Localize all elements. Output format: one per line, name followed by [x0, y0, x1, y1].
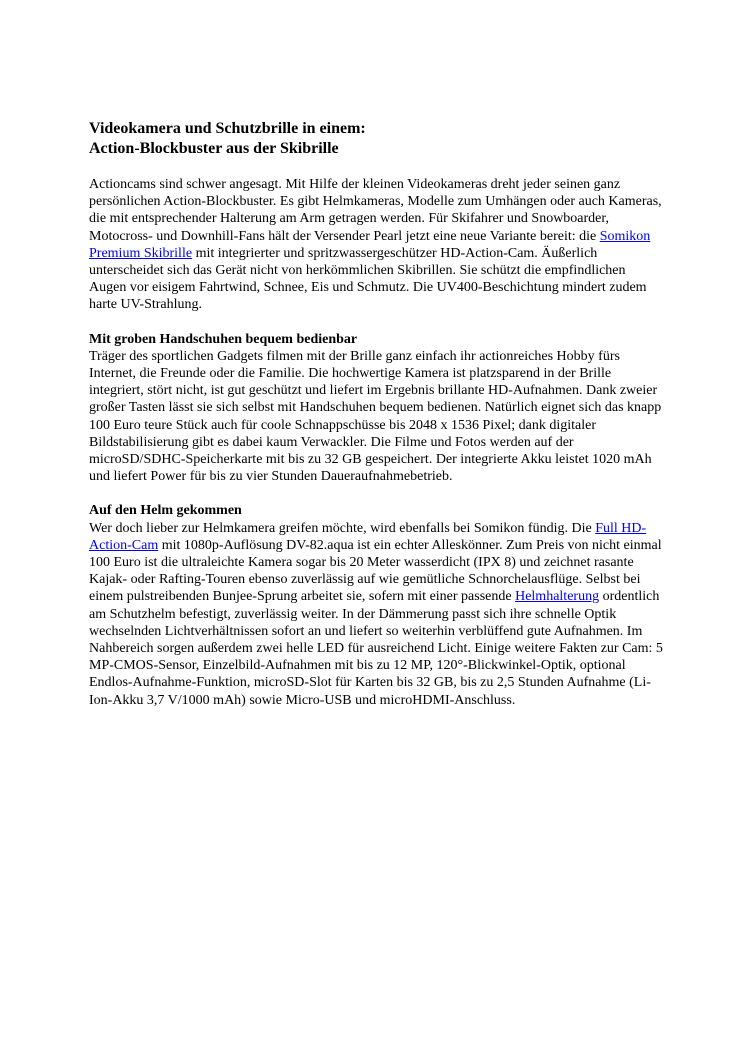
section-2-text-1: Wer doch lieber zur Helmkamera greifen möchte, wird ebenfalls bei Somikon fündig. Die [89, 520, 596, 536]
title-line-1: Videokamera und Schutzbrille in einem: [89, 120, 366, 137]
intro-text-2: mit integrierter und spritzwassergeschützer HD-Action-Cam. Äußerlich unterscheidet sich das Gerät nicht von herkömmlichen Skibrillen. Sie schützt die empfindlichen Augen vor eisigem Fahrtwind, Schnee, Eis und Schmutz. Die UV400-Beschichtung mindert zudem harte UV-Strahlung. [89, 245, 647, 313]
section-1-heading: Mit groben Handschuhen bequem bedienbar [89, 331, 358, 347]
somikon-skibrille-link[interactable]: Somikon Premium Skibrille [89, 228, 651, 261]
helmhalterung-link[interactable]: Helmhalterung [515, 589, 600, 605]
section-2-heading: Auf den Helm gekommen [89, 503, 242, 519]
intro-text-1: Actioncams sind schwer angesagt. Mit Hilfe der kleinen Videokameras dreht jeder seinen ganz persönlichen Action-Blockbuster. Es gibt Helmkameras, Modelle zum Umhängen oder auch Kameras, die mit entsprechender Halterung am Arm getragen werden. Für Skifahrer und Snowboarder, Motocross- und Downhill-Fans hält der Versender Pearl jetzt eine neue Variante bereit: die [89, 177, 662, 244]
title-line-2: Action-Blockbuster aus der Skibrille [89, 140, 339, 157]
section-1-paragraph: Träger des sportlichen Gadgets filmen mit der Brille ganz einfach ihr actionreiches Hobby fürs Internet, die Freunde oder die Familie. Die hochwertige Kamera ist platzsparend in der Brille integriert, stört nicht, ist gut geschützt und liefert im Ergebnis brillante HD-Aufnahmen. Dank zweier großer Tasten lässt sie sich selbst mit Handschuhen bequem bedienen. Natürlich eignet sich das knapp 100 Euro teure Stück auch für coole Schnappschüsse bis 2048 x 1536 Pixel; dank digitaler Bildstabilisierung gibt es dabei kaum Verwackler. Die Filme und Fotos werden auf der microSD/SDHC-Speicherkarte mit bis zu 32 GB gespeichert. Der integrierte Akku leistet 1020 mAh und liefert Power für bis zu vier Stunden Daueraufnahmebetrieb. [89, 348, 662, 485]
section-helm [89, 502, 664, 708]
full-hd-action-cam-link[interactable]: Full HD-Action-Cam [89, 520, 647, 553]
section-2-text-3: ordentlich am Schutzhelm befestigt, zuverlässig weiter. In der Dämmerung passt sich ihre schnelle Optik wechselnden Lichtverhältnissen sofort an und liefert so weiterhin verblüffend gute Aufnahmen. Im Nahbereich sorgen außerdem zwei helle LED für ausreichend Licht. Einige weitere Fakten zur Cam: 5 MP-CMOS-Sensor, Einzelbild-Aufnahmen mit bis zu 12 MP, 120°-Blickwinkel-Optik, optional Endlos-Aufnahme-Funktion, microSD-Slot für Karten bis 32 GB, bis zu 2,5 Stunden Aufnahme (Li-Ion-Akku 3,7 V/1000 mAh) sowie Micro-USB und microHDMI-Anschluss. [89, 589, 663, 708]
section-handschuhe [89, 331, 664, 486]
intro-paragraph [89, 176, 664, 314]
document-title [89, 119, 664, 159]
document-body [89, 119, 664, 726]
section-2-paragraph [89, 520, 664, 709]
section-2-text-2: mit 1080p-Auflösung DV-82.aqua ist ein echter Alleskönner. Zum Preis von nicht einmal 100 Euro ist die ultraleichte Kamera sogar bis 20 Meter wasserdicht (IPX 8) und zeichnet rasante Kajak- oder Rafting-Touren ebenso zuverlässig auf wie gemütliche Schnorchelausflüge. Selbst bei einem pulstreibenden Bunjee-Sprung arbeitet sie, sofern mit einer passende [89, 537, 662, 605]
